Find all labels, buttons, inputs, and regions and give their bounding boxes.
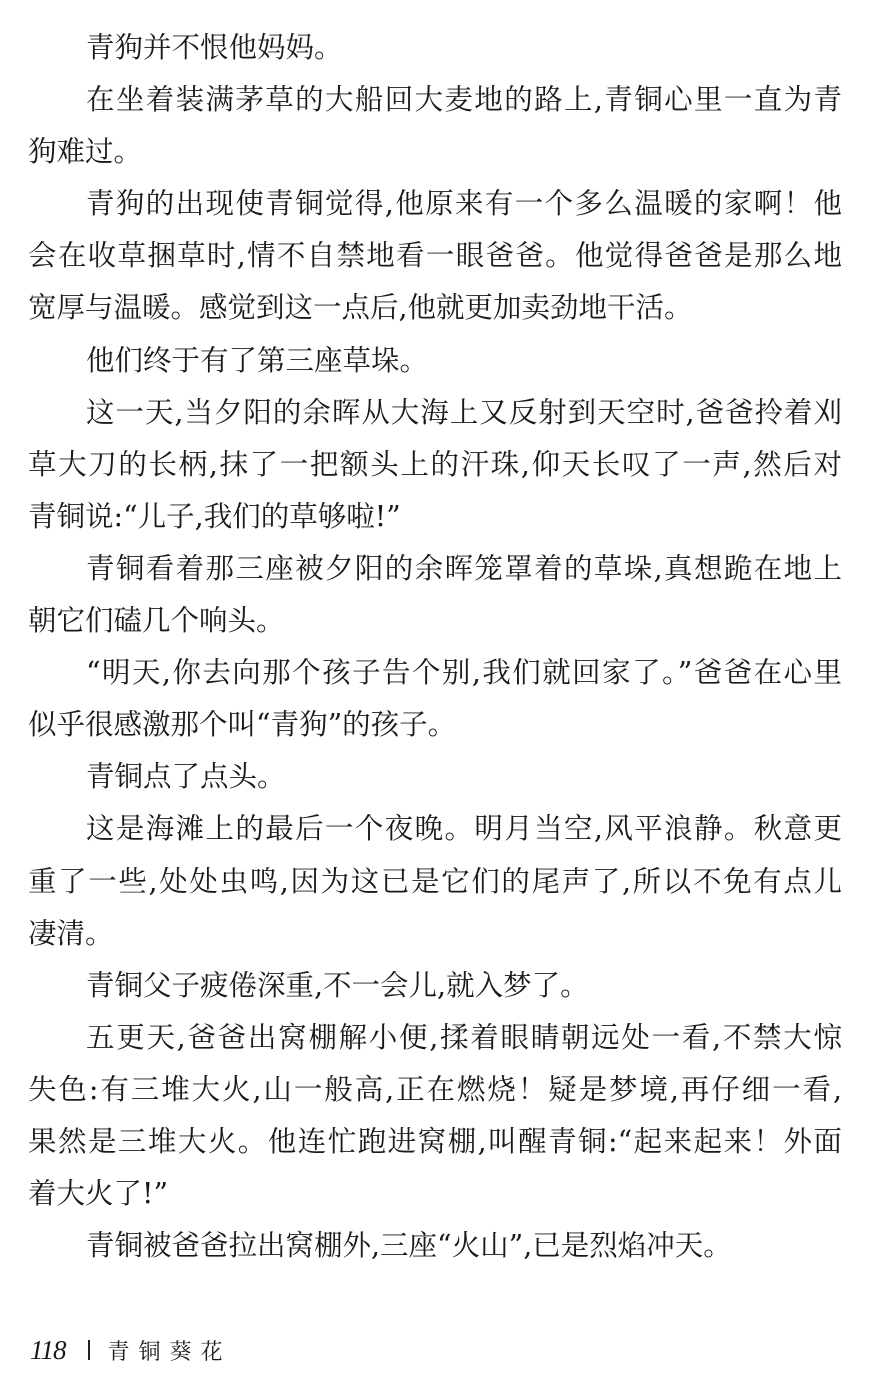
text-line: 青铜点了点头。 bbox=[86, 760, 286, 794]
text-line: 草大刀的长柄,抹了一把额头上的汗珠,仰天长叹了一声,然后对 bbox=[28, 447, 842, 481]
text-line: 狗难过。 bbox=[28, 135, 143, 169]
text-line: 果然是三堆大火。他连忙跑进窝棚,叫醒青铜:“起来起来！外面 bbox=[28, 1124, 842, 1158]
page-number: 118 bbox=[30, 1334, 66, 1365]
paragraph bbox=[28, 387, 842, 543]
text-line: 朝它们磕几个响头。 bbox=[28, 604, 285, 638]
text-line: 凄清。 bbox=[28, 916, 114, 950]
text-line: 青狗的出现使青铜觉得,他原来有一个多么温暖的家啊！他 bbox=[86, 187, 842, 221]
paragraph bbox=[28, 178, 842, 334]
text-line: 青铜父子疲倦深重,不一会儿,就入梦了。 bbox=[86, 968, 589, 1002]
page-footer bbox=[30, 1330, 232, 1370]
text-line: 青铜被爸爸拉出窝棚外,三座“火山”,已是烈焰冲天。 bbox=[86, 1229, 732, 1263]
text-line: 失色:有三堆大火,山一般高,正在燃烧！疑是梦境,再仔细一看, bbox=[28, 1072, 842, 1106]
paragraph bbox=[28, 751, 842, 803]
text-line: 似乎很感激那个叫“青狗”的孩子。 bbox=[28, 708, 457, 742]
paragraph bbox=[28, 803, 842, 959]
paragraph bbox=[28, 647, 842, 751]
text-line: “明天,你去向那个孩子告个别,我们就回家了。”爸爸在心里 bbox=[86, 656, 842, 690]
text-line: 他们终于有了第三座草垛。 bbox=[86, 343, 429, 377]
text-line: 青铜看着那三座被夕阳的余晖笼罩着的草垛,真想跪在地上 bbox=[86, 551, 842, 585]
text-line: 重了一些,处处虫鸣,因为这已是它们的尾声了,所以不免有点儿 bbox=[28, 864, 842, 898]
paragraph bbox=[28, 1220, 842, 1272]
text-line: 会在收草捆草时,情不自禁地看一眼爸爸。他觉得爸爸是那么地 bbox=[28, 239, 842, 273]
text-line: 这是海滩上的最后一个夜晚。明月当空,风平浪静。秋意更 bbox=[86, 812, 842, 846]
text-line: 在坐着装满茅草的大船回大麦地的路上,青铜心里一直为青 bbox=[86, 83, 842, 117]
paragraph bbox=[28, 335, 842, 387]
paragraph bbox=[28, 960, 842, 1012]
text-line: 这一天,当夕阳的余晖从大海上又反射到天空时,爸爸拎着刈 bbox=[86, 395, 842, 429]
footer-divider bbox=[88, 1340, 90, 1360]
paragraph bbox=[28, 74, 842, 178]
text-line: 青狗并不恨他妈妈。 bbox=[86, 31, 343, 64]
text-line: 青铜说:“儿子,我们的草够啦!” bbox=[28, 499, 401, 533]
paragraph bbox=[28, 543, 842, 647]
text-line: 宽厚与温暖。感觉到这一点后,他就更加卖劲地干活。 bbox=[28, 291, 693, 325]
book-title: 青铜葵花 bbox=[107, 1339, 232, 1365]
paragraph bbox=[28, 1012, 842, 1220]
text-line: 五更天,爸爸出窝棚解小便,揉着眼睛朝远处一看,不禁大惊 bbox=[86, 1020, 842, 1054]
text-line: 着大火了!” bbox=[28, 1177, 169, 1211]
paragraph bbox=[28, 22, 842, 74]
page-body bbox=[28, 22, 842, 1272]
